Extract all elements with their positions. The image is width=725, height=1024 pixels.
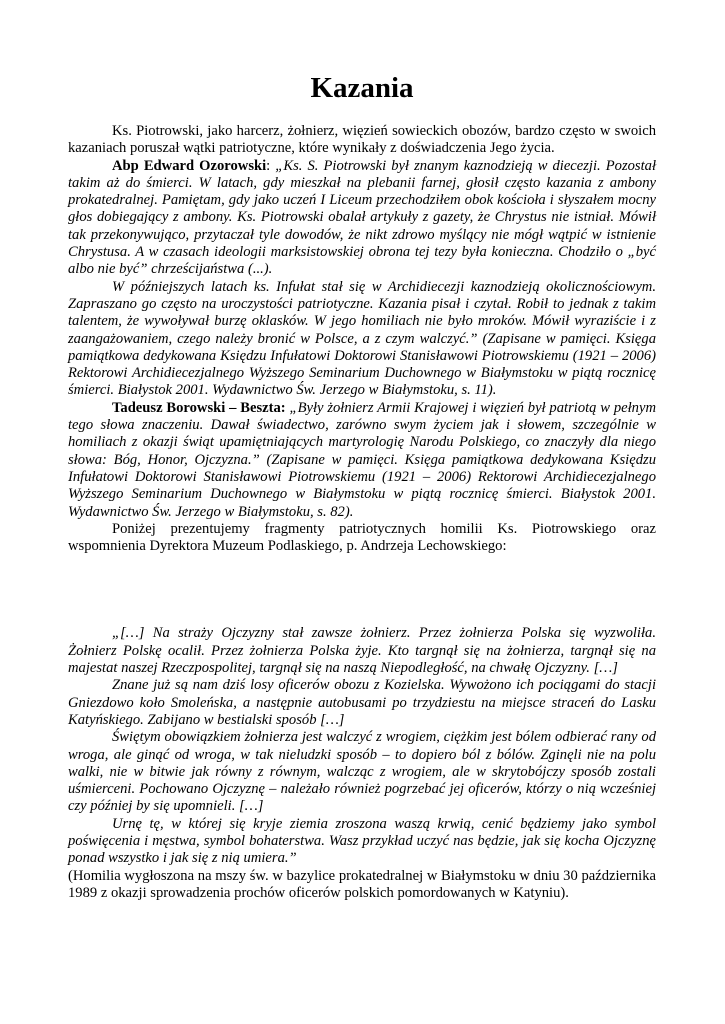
quote-text: „Ks. S. Piotrowski był znanym kaznodzieją w diecezji. Pozostał takim aż do śmierci. W latach, gdy mieszkał na plebanii farnej, głosił często kazania z ambony prokatedralnej. Pamiętam, gdy jako uczeń I Liceum przechodziłem obok kościoła i słyszałem mocny głos dobiegający z ambony. Ks. Piotrowski obalał artykuły z gazety, że Chrystus nie istniał. Mówił tak przekonywująco, przytaczał tyle dowodów, że nikt zdrowo myślący nie mógł wątpić w istnienie Chrystusa. A w czasach ideologii marksistowskiej obrona tej tezy była konieczna. Chodziło o „być albo nie być” chrześcijaństwa (...). (68, 157, 657, 278)
homily-paragraph: „[…] Na straży Ojczyzny stał zawsze żołnierz. Przez żołnierza Polska się wyzwoliła. Żołnierz Polskę ocalił. Przez żołnierza Polska żyje. Kto targnął się na żołnierza, targnął się na majestat naszej Rzeczpospolitej, targnął się na naszą Niepodległość, na chwałę Ojczyzny. […] (68, 625, 656, 677)
homily-note: (Homilia wygłoszona na mszy św. w bazylice prokatedralnej w Białymstoku w dniu 30 października 1989 z okazji sprowadzenia prochów oficerów polskich pomordowanych w Katyniu). (68, 867, 656, 901)
page-title: Kazania (310, 72, 414, 104)
homily-paragraph: Urnę tę, w której się kryje ziemia zroszona waszą krwią, cenić będziemy jako symbol poświęcenia i męstwa, symbol bohaterstwa. Wasz przykład uczyć nas będzie, jak się kocha Ojczyznę ponad wszystko i jak się z nią umiera.” (68, 815, 656, 867)
quote-text: „Były żołnierz Armii Krajowej i więzień był patriotą w pełnym tego słowa znaczeniu. Dawał świadectwo, zarówno swym życiem jak i słowem, szczególnie w homiliach z okazji świąt upamiętniających martyrologię Narodu Polskiego, co znaczyły dla niego słowa: Bóg, Honor, Ojczyzna.” (Zapisane w pamięci. Księga pamiątkowa dedykowana Księdzu Infułatowi Doktorowi Stanisławowi Piotrowskiemu (1921 – 2006) Rektorowi Archidiecezjalnego Wyższego Seminarium Duchownego w Białymstoku w piątą rocznicę śmierci. Białystok 2001. Wydawnictwo Św. Jerzego w Białymstoku, s. 82). (68, 399, 656, 520)
quote-ozorowski-continued: W późniejszych latach ks. Infułat stał się w Archidiecezji kaznodzieją okolicznościowym. Zapraszano go często na uroczystości patriotyczne. Kazania pisał i czytał. Robił to jednak z takim talentem, że wywoływał burzę oklasków. W jego homiliach nie było mroków. Mówił wyraziście i z zaangażowaniem, czego należy bronić w Polsce, a z czym walczyć.” (Zapisane w pamięci. Księga pamiątkowa dedykowana Księdzu Infułatowi Doktorowi Stanisławowi Piotrowskiemu (1921 – 2006) Rektorowi Archidiecezjalnego Wyższego Seminarium Duchownego w Białymstoku w piątą rocznicę śmierci. Białystok 2001. Wydawnictwo Św. Jerzego w Białymstoku, s. 11). (68, 278, 656, 399)
homily-paragraph: Świętym obowiązkiem żołnierza jest walczyć z wrogiem, ciężkim jest bólem odbierać rany od wroga, ale ginąć od wroga, w tak nieludzki sposób – to dopiero ból z bólów. Zginęli nie na polu walki, nie w bitwie jak równy z równym, walcząc z wrogiem, ale w skrytobójczy sposób zostali uśmierceni. Pochowano Ojczyznę – należało również pogrzebać jej oficerów, którzy o nią wcześniej czy później by się upomnieli. […] (68, 729, 656, 815)
homily-paragraph: Znane już są nam dziś losy oficerów obozu z Kozielska. Wywożono ich pociągami do stacji Gniezdowo koło Smoleńska, a następnie autobusami po trzydziestu na miejsce straceń do Lasku Katyńskiego. Zabijano w bestialski sposób […] (68, 677, 656, 728)
quote-borowski (68, 400, 656, 521)
quote-ozorowski (68, 158, 656, 279)
quote-separator: : (266, 157, 276, 174)
quote-author: Tadeusz Borowski – Beszta: (112, 399, 286, 416)
fragments-intro: Poniżej prezentujemy fragmenty patriotycznych homilii Ks. Piotrowskiego oraz wspomnienia Dyrektora Muzeum Podlaskiego, p. Andrzeja Lechowskiego: (68, 520, 656, 555)
intro-paragraph: Ks. Piotrowski, jako harcerz, żołnierz, więzień sowieckich obozów, bardzo często w swoich kazaniach poruszał wątki patriotyczne, które wynikały z doświadczenia Jego życia. (68, 123, 656, 157)
quote-author: Abp Edward Ozorowski (112, 157, 267, 174)
document-page (68, 70, 656, 902)
spacer (68, 555, 656, 625)
